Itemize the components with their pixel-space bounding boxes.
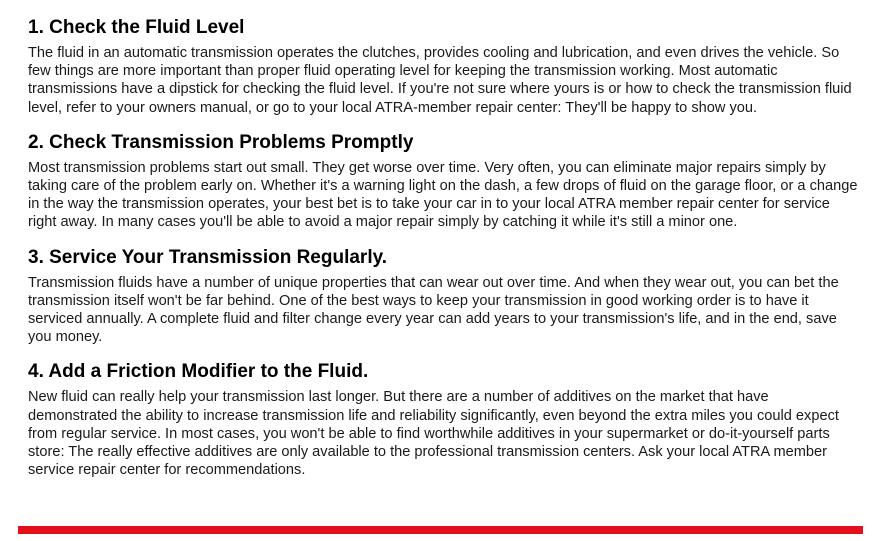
section-friction-modifier xyxy=(28,360,860,479)
section-heading: 2. Check Transmission Problems Promptly xyxy=(28,131,414,153)
article-content xyxy=(28,16,860,493)
section-service-regularly xyxy=(28,246,860,347)
section-body: New fluid can really help your transmission last longer. But there are a number of additives on the market that have demonstrated the ability to increase transmission life and reliability significantly, even beyond the extra miles you could expect from regular service. In most cases, you won't be able to find worthwhile additives in your supermarket or do-it-yourself parts store: The really effective additives are only available to the professional transmission centers. Ask your local ATRA member service repair center for recommendations. xyxy=(28,389,839,479)
section-check-problems-promptly xyxy=(28,131,860,232)
section-body: The fluid in an automatic transmission operates the clutches, provides cooling and lubrication, and even drives the vehicle. So few things are more important than proper fluid operating level for keeping the transmission working. Most automatic transmissions have a dipstick for checking the fluid level. If you're not sure where yours is or how to check the transmission fluid level, refer to your owners manual, or go to your local ATRA-member repair center: They'll be happy to show you. xyxy=(28,45,852,116)
section-check-fluid-level xyxy=(28,16,860,117)
section-heading: 1. Check the Fluid Level xyxy=(28,17,245,38)
section-body: Most transmission problems start out small. They get worse over time. Very often, you can eliminate major repairs simply by taking care of the problem early on. Whether it's a warning light on the dash, a few drops of fluid on the garage floor, or a change in the way the transmission operates, your best bet is to take your car in to your local ATRA member repair center for service right away. In many cases you'll be able to avoid a major repair simply by catching it while it's still a minor one. xyxy=(28,159,858,231)
section-body: Transmission fluids have a number of unique properties that can wear out over time. And when they wear out, you can bet the transmission itself won't be far behind. One of the best ways to keep your transmission in good working order is to have it serviced annually. A complete fluid and filter change every year can add years to your transmission's life, and in the end, save you money. xyxy=(28,274,839,346)
section-heading: 3. Service Your Transmission Regularly. xyxy=(28,246,388,268)
section-heading: 4. Add a Friction Modifier to the Fluid. xyxy=(28,361,369,383)
bottom-red-divider xyxy=(18,526,863,534)
